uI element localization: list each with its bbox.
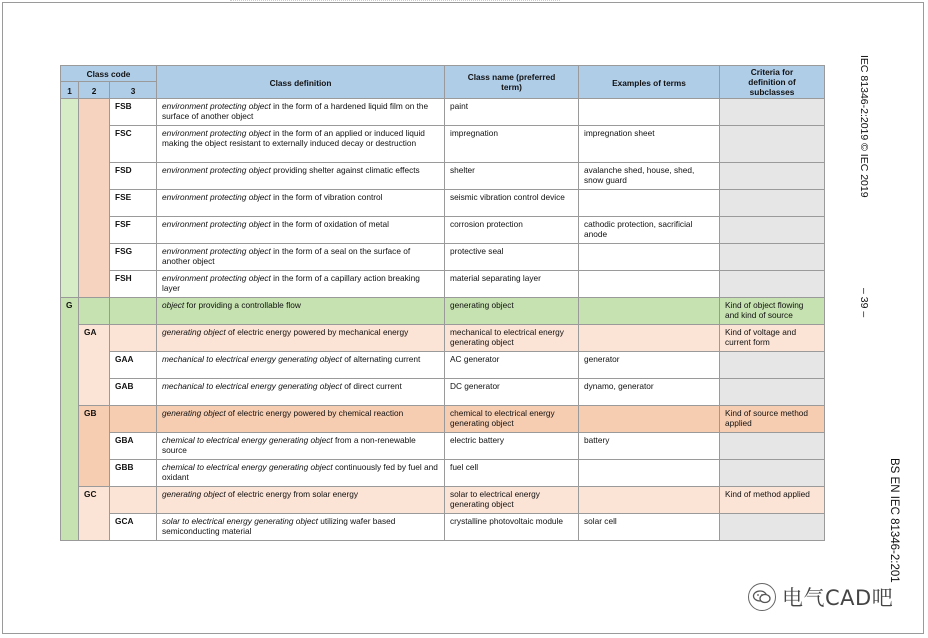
name-gc: solar to electrical energy generating object — [445, 487, 579, 514]
definition-fsb: environment protecting object in the form of a hardened liquid film on the surface of another object — [157, 99, 445, 126]
top-scan-marks — [230, 0, 560, 7]
criteria-fsd — [720, 163, 825, 190]
criteria-gab — [720, 379, 825, 406]
definition-fse: environment protecting object in the form of vibration control — [157, 190, 445, 217]
table-row — [61, 190, 825, 217]
definition-gba: chemical to electrical energy generating object from a non-renewable source — [157, 433, 445, 460]
table-row — [61, 514, 825, 541]
header-col-1: 1 — [61, 82, 79, 99]
definition-gab: mechanical to electrical energy generating object of direct current — [157, 379, 445, 406]
examples-gab: dynamo, generator — [579, 379, 720, 406]
definition-gc: generating object of electric energy from solar energy — [157, 487, 445, 514]
table-row — [61, 163, 825, 190]
examples-fsb — [579, 99, 720, 126]
code-fsd: FSD — [115, 165, 132, 175]
criteria-fsc — [720, 126, 825, 163]
definition-fsg: environment protecting object in the form of a seal on the surface of another object — [157, 244, 445, 271]
examples-fsh — [579, 271, 720, 298]
table-row — [61, 298, 825, 325]
name-fse: seismic vibration control device — [445, 190, 579, 217]
side-standard: BS EN IEC 81346-2:201 — [888, 458, 900, 583]
criteria-gba — [720, 433, 825, 460]
code-g: G — [66, 300, 73, 310]
definition-gb: generating object of electric energy powered by chemical reaction — [157, 406, 445, 433]
classification-table — [60, 65, 825, 541]
wechat-icon — [748, 583, 776, 611]
code-gbb: GBB — [115, 462, 134, 472]
criteria-ga: Kind of voltage and current form — [720, 325, 825, 352]
code-gb: GB — [84, 408, 97, 418]
examples-ga — [579, 325, 720, 352]
name-fsf: corrosion protection — [445, 217, 579, 244]
examples-gca: solar cell — [579, 514, 720, 541]
name-gaa: AC generator — [445, 352, 579, 379]
criteria-gca — [720, 514, 825, 541]
criteria-gaa — [720, 352, 825, 379]
header-class-code: Class code — [61, 66, 157, 82]
examples-gc — [579, 487, 720, 514]
name-fsd: shelter — [445, 163, 579, 190]
header-examples: Examples of terms — [579, 66, 720, 99]
code-gca: GCA — [115, 516, 134, 526]
criteria-fsf — [720, 217, 825, 244]
definition-fsd: environment protecting object providing shelter against climatic effects — [157, 163, 445, 190]
examples-g — [579, 298, 720, 325]
code-fsb: FSB — [115, 101, 132, 111]
code-gc: GC — [84, 489, 97, 499]
criteria-gbb — [720, 460, 825, 487]
header-class-definition: Class definition — [157, 66, 445, 99]
definition-gca: solar to electrical energy generating object utilizing wafer based semiconducting material — [157, 514, 445, 541]
name-gb: chemical to electrical energy generating object — [445, 406, 579, 433]
criteria-gc: Kind of method applied — [720, 487, 825, 514]
examples-fse — [579, 190, 720, 217]
table-row — [61, 379, 825, 406]
examples-gba: battery — [579, 433, 720, 460]
name-fsg: protective seal — [445, 244, 579, 271]
criteria-g: Kind of object flowing and kind of source — [720, 298, 825, 325]
examples-fsd: avalanche shed, house, shed, snow guard — [579, 163, 720, 190]
code-gab: GAB — [115, 381, 134, 391]
name-gbb: fuel cell — [445, 460, 579, 487]
code-ga: GA — [84, 327, 97, 337]
code-gaa: GAA — [115, 354, 134, 364]
criteria-fsg — [720, 244, 825, 271]
examples-gaa: generator — [579, 352, 720, 379]
code-fse: FSE — [115, 192, 132, 202]
examples-fsf: cathodic protection, sacrificial anode — [579, 217, 720, 244]
criteria-fsh — [720, 271, 825, 298]
watermark-text: 电气CAD吧 — [782, 586, 894, 610]
criteria-fse — [720, 190, 825, 217]
side-copyright: IEC 81346-2:2019 © IEC 2019 — [858, 55, 870, 198]
table-row — [61, 99, 825, 126]
code-fsg: FSG — [115, 246, 133, 256]
examples-fsg — [579, 244, 720, 271]
definition-g: object for providing a controllable flow — [157, 298, 445, 325]
level2-cell-fs — [79, 99, 110, 298]
watermark — [748, 582, 893, 612]
definition-ga: generating object of electric energy powered by mechanical energy — [157, 325, 445, 352]
level1-cell-f — [61, 99, 79, 298]
definition-gbb: chemical to electrical energy generating object continuously fed by fuel and oxidant — [157, 460, 445, 487]
table-row — [61, 244, 825, 271]
table-row — [61, 433, 825, 460]
name-fsc: impregnation — [445, 126, 579, 163]
name-gca: crystalline photovoltaic module — [445, 514, 579, 541]
table-row — [61, 126, 825, 163]
header-col-2: 2 — [79, 82, 110, 99]
code-fsh: FSH — [115, 273, 132, 283]
criteria-fsb — [720, 99, 825, 126]
table-row — [61, 406, 825, 433]
name-g: generating object — [445, 298, 579, 325]
definition-gaa: mechanical to electrical energy generating object of alternating current — [157, 352, 445, 379]
code-fsf: FSF — [115, 219, 131, 229]
name-ga: mechanical to electrical energy generating object — [445, 325, 579, 352]
header-col-3: 3 — [110, 82, 157, 99]
examples-gbb — [579, 460, 720, 487]
criteria-gb: Kind of source method applied — [720, 406, 825, 433]
definition-fsf: environment protecting object in the form of oxidation of metal — [157, 217, 445, 244]
table-row — [61, 271, 825, 298]
code-gba: GBA — [115, 435, 134, 445]
side-page-number: – 39 – — [858, 288, 870, 318]
table-row — [61, 352, 825, 379]
examples-fsc: impregnation sheet — [579, 126, 720, 163]
name-gab: DC generator — [445, 379, 579, 406]
table-row — [61, 217, 825, 244]
table-row — [61, 325, 825, 352]
header-criteria: Criteria for definition of subclasses — [720, 66, 825, 99]
table-row — [61, 487, 825, 514]
name-gba: electric battery — [445, 433, 579, 460]
name-fsh: material separating layer — [445, 271, 579, 298]
definition-fsh: environment protecting object in the form of a capillary action breaking layer — [157, 271, 445, 298]
name-fsb: paint — [445, 99, 579, 126]
definition-fsc: environment protecting object in the form of an applied or induced liquid making the object resistant to externally induced decay or destruction — [157, 126, 445, 163]
examples-gb — [579, 406, 720, 433]
table-row — [61, 460, 825, 487]
code-fsc: FSC — [115, 128, 132, 138]
header-class-name: Class name (preferred term) — [445, 66, 579, 99]
